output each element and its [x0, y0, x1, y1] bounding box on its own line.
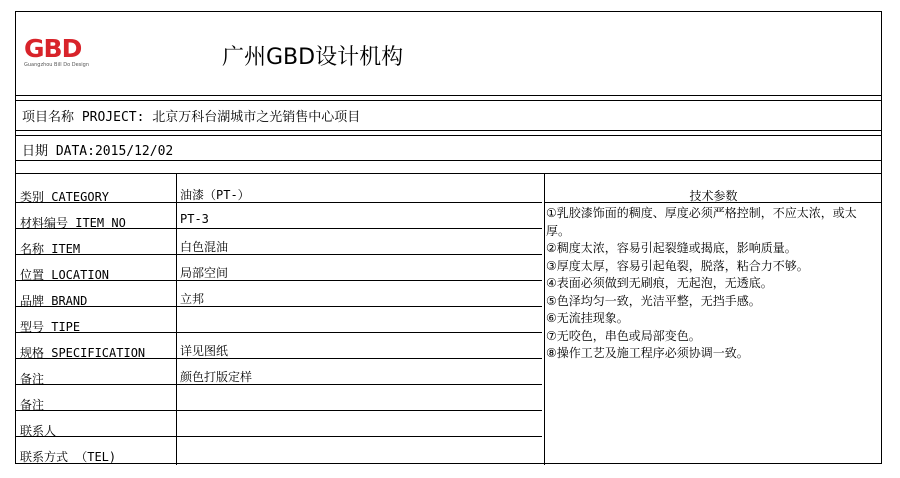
- divider: [16, 173, 881, 174]
- row-value-remark: 颜色打版定样: [180, 370, 253, 384]
- row-divider: [16, 254, 542, 255]
- company-logo: [24, 36, 114, 76]
- logo-mark: GBD: [24, 34, 82, 63]
- row-value-specification: 详见图纸: [180, 344, 229, 358]
- row-value-item-no: PT-3: [180, 212, 209, 226]
- spec-item: ①乳胶漆饰面的稠度、厚度必须严格控制，不应太浓，或太厚。: [546, 206, 857, 238]
- divider: [16, 100, 881, 101]
- row-label-item-no: 材料编号 ITEM NO: [20, 216, 126, 230]
- row-label-contact: 联系人: [20, 424, 57, 438]
- row-label-specification: 规格 SPECIFICATION: [20, 346, 146, 360]
- row-label-category: 类别 CATEGORY: [20, 190, 110, 204]
- spec-list: [546, 205, 876, 363]
- row-label-item: 名称 ITEM: [20, 242, 81, 256]
- row-label-tel: 联系方式 （TEL): [20, 450, 117, 464]
- row-label-brand: 品牌 BRAND: [20, 294, 88, 308]
- project-name: 项目名称 PROJECT: 北京万科台湖城市之光销售中心项目: [22, 110, 361, 125]
- column-divider: [176, 173, 177, 465]
- row-divider: [16, 410, 542, 411]
- spec-sheet: [15, 11, 882, 464]
- row-divider: [16, 332, 542, 333]
- row-label-remark-2: 备注: [20, 398, 45, 412]
- divider: [16, 130, 881, 131]
- spec-item: ⑥无流挂现象。: [546, 311, 629, 325]
- company-title: 广州GBD设计机构: [222, 45, 404, 70]
- row-value-category: 油漆（PT-）: [180, 188, 250, 202]
- spec-item: ③厚度太厚，容易引起龟裂，脱落，粘合力不够。: [546, 258, 809, 273]
- row-value-brand: 立邦: [180, 292, 205, 306]
- row-label-location: 位置 LOCATION: [20, 268, 110, 282]
- spec-item: ②稠度太浓，容易引起裂缝或揭底，影响质量。: [546, 241, 797, 255]
- row-value-item: 白色混油: [180, 240, 229, 254]
- divider: [16, 95, 881, 96]
- spec-item: ⑧操作工艺及施工程序必须协调一致。: [546, 346, 749, 360]
- spec-item: ⑦无咬色，串色或局部变色。: [546, 328, 701, 343]
- row-divider: [16, 306, 542, 307]
- column-divider: [544, 173, 545, 465]
- spec-item: ④表面必须做到无刷痕，无起泡，无透底。: [546, 276, 773, 290]
- row-divider: [16, 384, 542, 385]
- row-divider: [16, 436, 542, 437]
- project-date: 日期 DATA:2015/12/02: [22, 144, 174, 159]
- row-label-remark: 备注: [20, 372, 45, 386]
- spec-heading: 技术参数: [689, 189, 738, 203]
- divider: [16, 160, 881, 161]
- divider: [16, 135, 881, 136]
- logo-subtitle: Guangzhou Bill Do Design: [24, 62, 90, 68]
- spec-item: ⑤色泽均匀一致，光洁平整，无挡手感。: [546, 293, 761, 308]
- row-label-type: 型号 TIPE: [20, 320, 81, 334]
- row-value-location: 局部空间: [180, 266, 229, 280]
